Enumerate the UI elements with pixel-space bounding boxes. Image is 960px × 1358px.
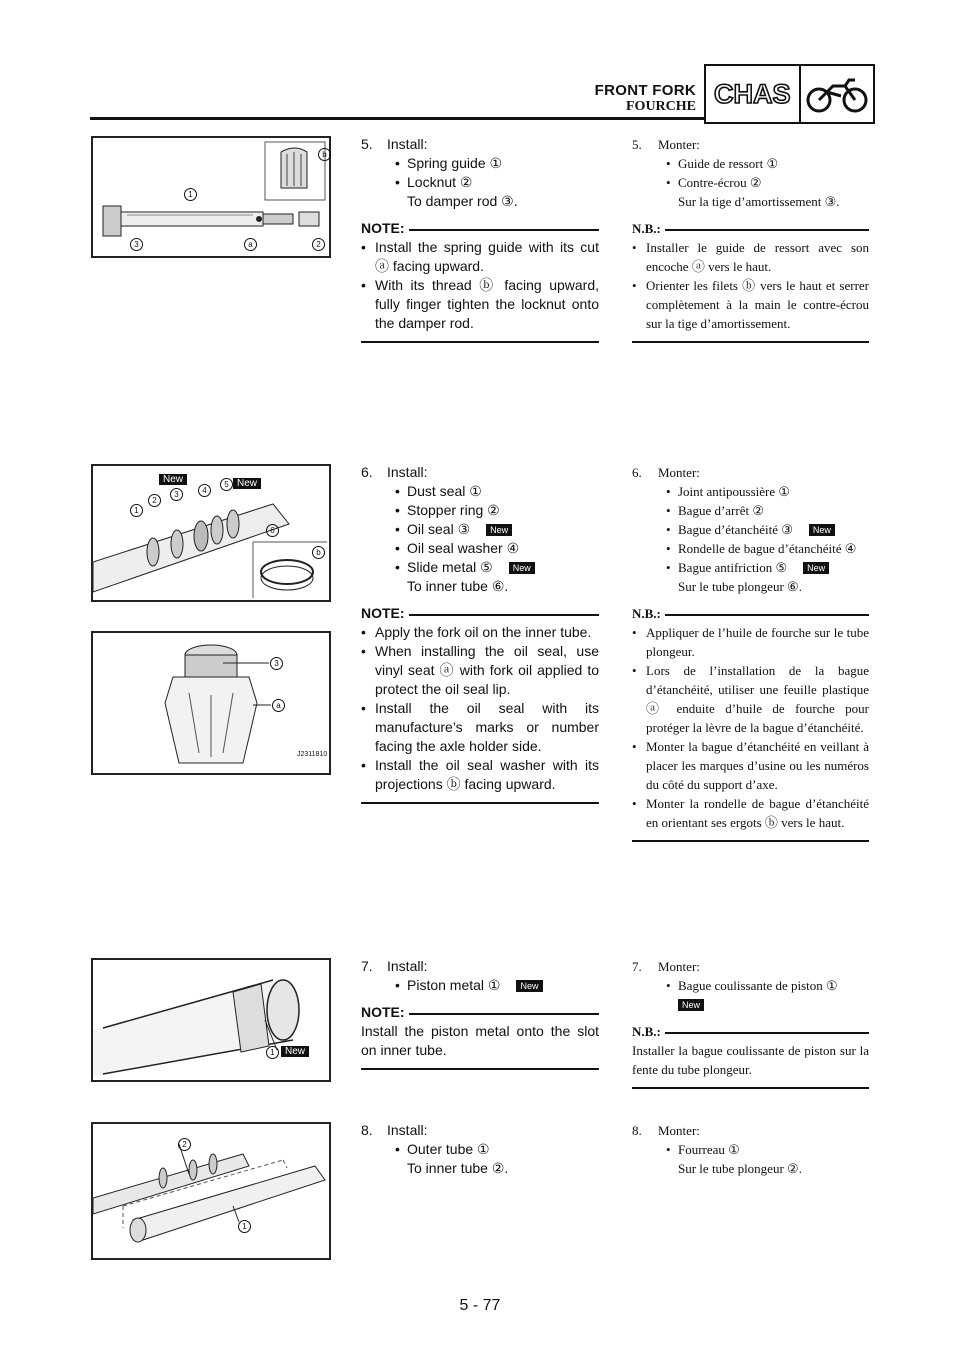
list-item-label: Slide metal ⑤ <box>407 559 493 575</box>
list-item: • Contre-écrou ② <box>658 173 869 192</box>
new-badge: New <box>281 1046 309 1057</box>
figure-piston-metal <box>91 958 331 1082</box>
callout-1: 1 <box>238 1220 251 1233</box>
section-label: CHAS <box>706 66 801 122</box>
step-title: Install: <box>387 958 428 974</box>
note-label: N.B.: <box>632 1024 661 1039</box>
list-item: • Bague d’arrêt ② <box>658 501 869 520</box>
step-title: Monter: <box>658 137 700 152</box>
motorcycle-icon <box>801 66 873 122</box>
list-item: • Oil seal washer ④ <box>387 539 599 558</box>
step-number: 7. <box>361 958 373 974</box>
list-item: • Guide de ressort ① <box>658 154 869 173</box>
note-end-rule <box>632 341 869 343</box>
new-badge: New <box>486 524 512 536</box>
figure-outer-tube <box>91 1122 331 1260</box>
callout-2: 2 <box>312 238 325 251</box>
callout-1: 1 <box>184 188 197 201</box>
step-5-fr <box>632 135 869 343</box>
note-item: • When installing the oil seal, use vinyl seat ⓐ with fork oil applied to protect the oil seal lip. <box>361 642 599 699</box>
new-badge: New <box>809 524 835 536</box>
step-title: Install: <box>387 1122 428 1138</box>
header-title-en: FRONT FORK <box>594 82 696 99</box>
note-text: Install the piston metal onto the slot on inner tube. <box>361 1023 599 1058</box>
step-8-en <box>361 1121 599 1178</box>
figure-spring-guide-locknut <box>91 136 331 258</box>
new-badge: New <box>233 478 261 489</box>
step-target: Sur la tige d’amortissement ③. <box>678 194 840 209</box>
note-end-rule <box>361 802 599 804</box>
step-number: 6. <box>361 464 373 480</box>
note-label: N.B.: <box>632 221 661 236</box>
step-8-fr <box>632 1121 869 1178</box>
step-title: Install: <box>387 136 428 152</box>
list-item: • Locknut ② <box>387 173 599 192</box>
step-title: Install: <box>387 464 428 480</box>
callout-2: 2 <box>178 1138 191 1151</box>
note-label: NOTE: <box>361 605 405 621</box>
note-label: N.B.: <box>632 606 661 621</box>
list-item <box>387 558 599 577</box>
step-title: Monter: <box>658 959 700 974</box>
list-item: • Dust seal ① <box>387 482 599 501</box>
step-target: Sur le tube plongeur ⑥. <box>678 579 802 594</box>
note-text: Installer la bague coulissante de piston sur la fente du tube plongeur. <box>632 1043 869 1077</box>
figure-oil-seal-install <box>91 631 331 775</box>
note-end-rule <box>361 341 599 343</box>
step-number: 8. <box>632 1123 642 1138</box>
new-badge: New <box>516 980 542 992</box>
note-label: NOTE: <box>361 220 405 236</box>
list-item: • Joint antipoussière ① <box>658 482 869 501</box>
list-item-label: Bague d’étanchéité ③ <box>678 522 793 537</box>
list-item-label: Piston metal ① <box>407 977 501 993</box>
callout-3: 3 <box>270 657 283 670</box>
figure-code: J2311810 <box>297 751 328 758</box>
callout-5: 5 <box>220 478 233 491</box>
list-item: • Rondelle de bague d’étanchéité ④ <box>658 539 869 558</box>
note-item: • Installer le guide de ressort avec son encoche ⓐ vers le haut. <box>632 238 869 276</box>
note-item: • Monter la rondelle de bague d’étanchéité en orientant ses ergots ⓑ vers le haut. <box>632 794 869 832</box>
callout-1: 1 <box>266 1046 279 1059</box>
callout-b: b <box>312 546 325 559</box>
list-item: • Fourreau ① <box>658 1140 869 1159</box>
callout-b: b <box>318 148 331 161</box>
list-item-label: Bague antifriction ⑤ <box>678 560 788 575</box>
note-item: • Install the oil seal with its manufacture’s marks or number facing the axle holder side. <box>361 699 599 756</box>
header-rule <box>90 117 704 120</box>
step-number: 8. <box>361 1122 373 1138</box>
note-item: • Install the spring guide with its cut ⓐ facing upward. <box>361 238 599 276</box>
callout-3: 3 <box>130 238 143 251</box>
page-number: 5 - 77 <box>459 1297 501 1314</box>
step-6-fr <box>632 463 869 842</box>
step-target: To inner tube ②. <box>407 1160 509 1176</box>
callout-2: 2 <box>148 494 161 507</box>
note-item: • Lors de l’installation de la bague d’étanchéité, utiliser une feuille plastique ⓐ enduite d’huile de fourche pour protéger la lèvre de la bague d’étanchéité. <box>632 661 869 737</box>
step-number: 5. <box>632 137 642 152</box>
note-item: • Apply the fork oil on the inner tube. <box>361 623 599 642</box>
step-target: To damper rod ③. <box>407 193 518 209</box>
new-badge: New <box>509 562 535 574</box>
list-item <box>658 520 869 539</box>
callout-a: a <box>272 699 285 712</box>
callout-6: 6 <box>266 524 279 537</box>
list-item: • Stopper ring ② <box>387 501 599 520</box>
list-item-label: Oil seal ③ <box>407 521 471 537</box>
callout-a: a <box>244 238 257 251</box>
note-item: • Monter la bague d’étanchéité en veillant à placer les marques d’usine ou les numéros du côté du support d’axe. <box>632 737 869 794</box>
note-end-rule <box>361 1068 599 1070</box>
step-number: 7. <box>632 959 642 974</box>
note-label: NOTE: <box>361 1004 405 1020</box>
list-item: • Outer tube ① <box>387 1140 599 1159</box>
list-item <box>658 558 869 577</box>
list-item <box>387 520 599 539</box>
header-title-fr: FOURCHE <box>626 99 696 114</box>
step-target: To inner tube ⑥. <box>407 578 509 594</box>
step-title: Monter: <box>658 465 700 480</box>
new-badge: New <box>678 999 704 1011</box>
step-title: Monter: <box>658 1123 700 1138</box>
new-badge: New <box>159 474 187 485</box>
step-target: Sur le tube plongeur ②. <box>678 1161 802 1176</box>
list-item: • Spring guide ① <box>387 154 599 173</box>
step-7-en <box>361 957 599 1070</box>
step-7-fr <box>632 957 869 1089</box>
callout-1: 1 <box>130 504 143 517</box>
callout-4: 4 <box>198 484 211 497</box>
step-5-en <box>361 135 599 343</box>
figure-inner-tube-seals <box>91 464 331 602</box>
note-item: • With its thread ⓑ facing upward, fully finger tighten the locknut onto the damper rod. <box>361 276 599 333</box>
note-item: • Install the oil seal washer with its projections ⓑ facing upward. <box>361 756 599 794</box>
step-number: 6. <box>632 465 642 480</box>
list-item: • Bague coulissante de piston ① <box>658 976 869 995</box>
note-end-rule <box>632 840 869 842</box>
new-badge: New <box>803 562 829 574</box>
section-badge <box>704 64 875 124</box>
list-item <box>387 976 599 995</box>
note-end-rule <box>632 1087 869 1089</box>
note-item: • Appliquer de l’huile de fourche sur le tube plongeur. <box>632 623 869 661</box>
step-6-en <box>361 463 599 804</box>
callout-3: 3 <box>170 488 183 501</box>
note-item: • Orienter les filets ⓑ vers le haut et serrer complètement à la main le contre-écrou sur la tige d’amortissement. <box>632 276 869 333</box>
step-number: 5. <box>361 136 373 152</box>
